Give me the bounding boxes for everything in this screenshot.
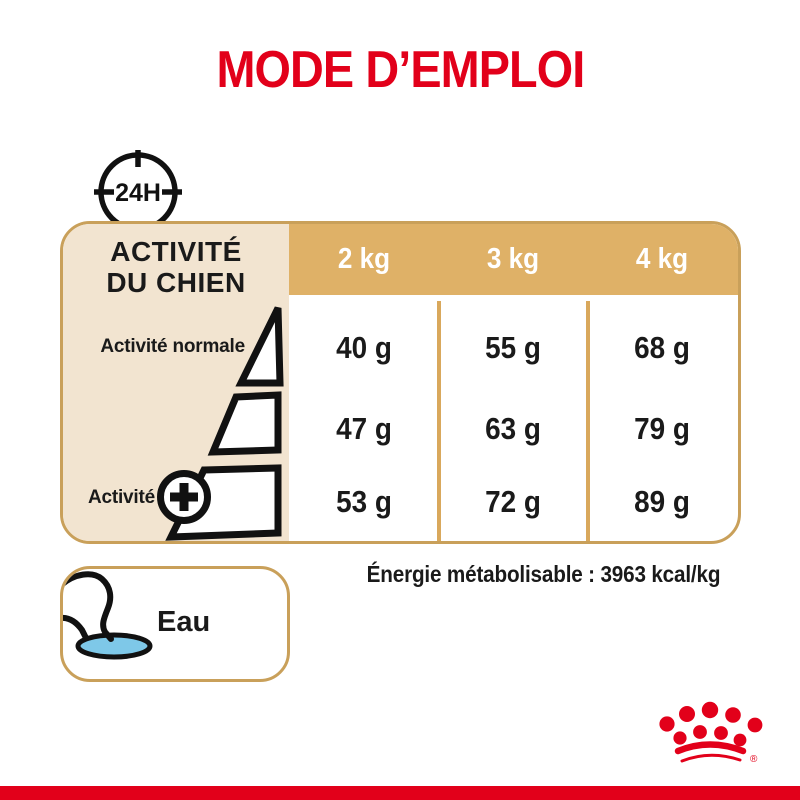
crown-swoosh-thin <box>682 755 740 761</box>
ration-cell-normal-2kg: 40 g <box>336 330 392 365</box>
bottom-red-band <box>0 786 800 800</box>
ration-cell-high-4kg: 89 g <box>634 484 690 519</box>
column-header-4kg: 4 kg <box>635 243 689 275</box>
water-box <box>60 566 290 682</box>
feeding-table <box>60 221 741 544</box>
registered-trademark-symbol: ® <box>750 754 758 765</box>
row-axis-title-line2: DU CHIEN <box>106 267 246 299</box>
ration-cell-high-2kg: 53 g <box>336 484 392 519</box>
dog-neck-outline <box>60 618 86 638</box>
table-row-axis-title <box>63 236 289 299</box>
crown-logo-svg <box>654 690 790 780</box>
slope-segment-normal <box>241 308 280 383</box>
ration-cell-medium-3kg: 63 g <box>485 411 541 446</box>
page-title <box>0 40 800 100</box>
row-axis-title-line1: ACTIVITÉ <box>110 236 242 267</box>
dog-head-outline <box>60 574 111 639</box>
ration-cell-normal-3kg: 55 g <box>485 330 541 365</box>
ration-cell-normal-4kg: 68 g <box>634 330 690 365</box>
clock-24h-label: 24H <box>115 179 161 207</box>
royal-canin-crown-logo <box>654 690 790 780</box>
column-header-3kg: 3 kg <box>486 243 540 275</box>
ration-cell-high-3kg: 72 g <box>485 484 541 519</box>
row-label-activite-plus: Activité <box>87 487 155 508</box>
water-label: Eau <box>157 606 211 638</box>
activity-slope-icon <box>147 302 290 542</box>
column-header-2kg: 2 kg <box>337 243 391 275</box>
crown-swoosh-thick <box>678 745 743 752</box>
page-title-text: MODE D’EMPLOI <box>216 41 584 99</box>
ration-cell-medium-4kg: 79 g <box>634 411 690 446</box>
ration-cell-medium-2kg: 47 g <box>336 411 392 446</box>
activity-slope-svg <box>147 302 290 542</box>
slope-segment-medium <box>213 395 278 452</box>
metabolizable-energy-note: Énergie métabolisable : 3963 kcal/kg <box>366 561 721 587</box>
row-label-activite-normale: Activité normale <box>100 336 245 357</box>
